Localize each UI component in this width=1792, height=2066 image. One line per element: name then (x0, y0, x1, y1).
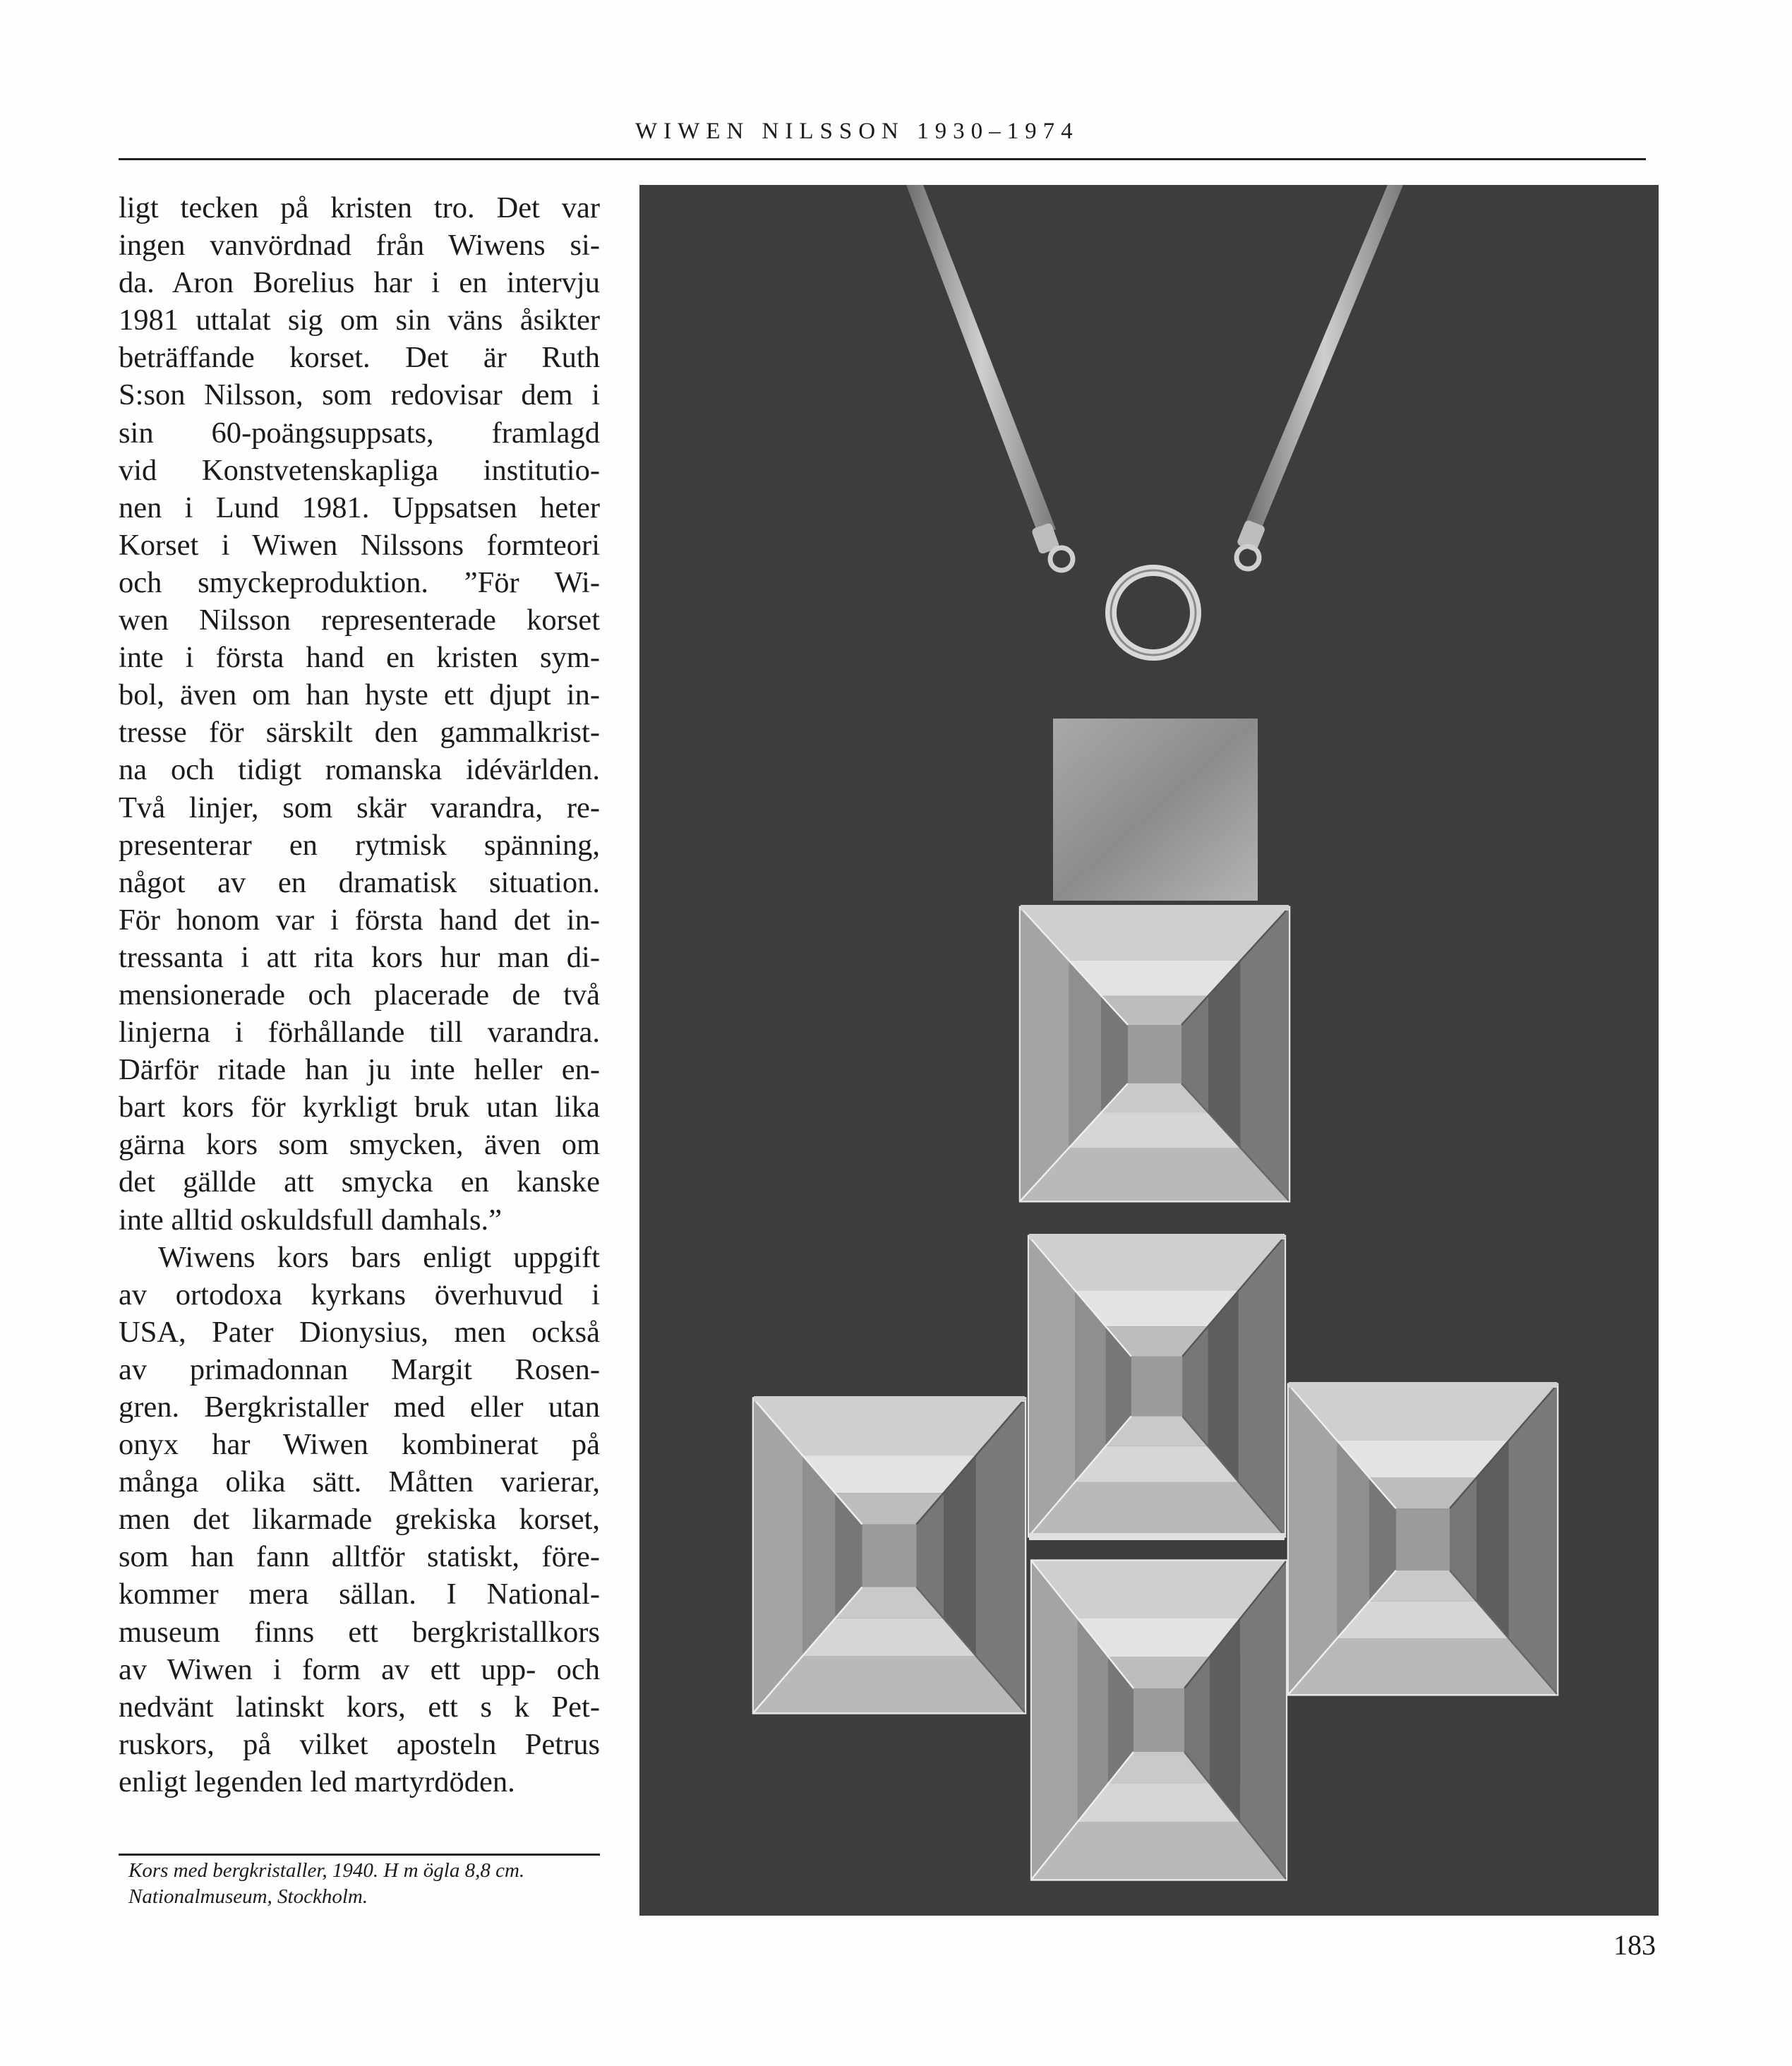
body-text-line: enligt legenden led martyrdöden. (119, 1765, 515, 1798)
body-text-line: tressanta i att rita kors hur man di- (119, 940, 600, 974)
header-rule (119, 158, 1646, 160)
body-text-line: som han fann alltför statiskt, före- (119, 1540, 600, 1574)
body-text-line: tresse för särskilt den gammalkrist- (119, 716, 600, 750)
cross-pendant-photo (639, 185, 1659, 1916)
body-text-line: många olika sätt. Måtten varierar, (119, 1465, 600, 1499)
crystal-right (1289, 1385, 1557, 1694)
body-text-line: och smyckeproduktion. ”För Wi- (119, 565, 600, 599)
caption-rule (119, 1854, 600, 1856)
body-text-line: 1981 uttalat sig om sin väns åsikter (119, 304, 600, 337)
body-text-line: onyx har Wiwen kombinerat på (119, 1428, 600, 1462)
body-text-line: men det likarmade grekiska korset, (119, 1503, 600, 1537)
caption-line-1: Kors med bergkristaller, 1940. H m ögla 8,8 cm. (128, 1859, 525, 1882)
body-text-line: För honom var i första hand det in- (119, 903, 600, 937)
body-text-line: nedvänt latinskt kors, ett s k Pet- (119, 1690, 600, 1724)
body-text-line: Wiwens kors bars enligt uppgift (158, 1240, 600, 1274)
crystal-center (1029, 1237, 1285, 1536)
body-text-line: linjerna i förhållande till varandra. (119, 1016, 600, 1050)
crystal-top (1021, 908, 1289, 1201)
cross-pendant-illustration (639, 185, 1659, 1916)
body-text-line: Två linjer, som skär varandra, re- (119, 791, 600, 824)
body-text-line: Därför ritade han ju inte heller en- (119, 1053, 600, 1087)
body-text-line: wen Nilsson representerade korset (119, 603, 600, 637)
body-text-line: inte i första hand en kristen sym- (119, 641, 600, 675)
crystal-left (754, 1399, 1025, 1712)
figure-caption (128, 1858, 608, 1910)
body-text-line: ruskors, på vilket aposteln Petrus (119, 1727, 600, 1761)
body-text-line: presenterar en rytmisk spänning, (119, 828, 600, 862)
body-text-line: museum finns ett bergkristallkors (119, 1615, 600, 1649)
body-text-line: beträffande korset. Det är Ruth (119, 341, 600, 375)
body-text-line: bart kors för kyrkligt bruk utan lika (119, 1091, 600, 1124)
body-text-line: något av en dramatisk situation. (119, 865, 600, 899)
body-text-line: nen i Lund 1981. Uppsatsen heter (119, 491, 600, 524)
body-text-line: Korset i Wiwen Nilssons formteori (119, 528, 600, 562)
body-text-line: kommer mera sällan. I National- (119, 1578, 600, 1611)
body-text-line: av primadonnan Margit Rosen- (119, 1352, 600, 1386)
body-text-line: bol, även om han hyste ett djupt in- (119, 678, 600, 712)
caption-line-2: Nationalmuseum, Stockholm. (128, 1885, 368, 1908)
body-text-column (119, 189, 600, 1801)
body-text-line: na och tidigt romanska idévärlden. (119, 753, 600, 787)
body-text-line: da. Aron Borelius har i en intervju (119, 266, 600, 300)
body-text-line: mensionerade och placerade de två (119, 978, 600, 1011)
body-text-line: S:son Nilsson, som redovisar dem i (119, 378, 600, 412)
body-text-line: ligt tecken på kristen tro. Det var (119, 191, 600, 224)
running-head: WIWEN NILSSON 1930–1974 (635, 119, 1079, 144)
crystal-bottom (1032, 1561, 1286, 1879)
page-number: 183 (1613, 1929, 1656, 1961)
bail (1053, 719, 1258, 901)
body-text-line: gren. Bergkristaller med eller utan (119, 1391, 600, 1424)
body-text-line: gärna kors som smycken, även om (119, 1128, 600, 1162)
body-text-line: sin 60-poängsuppsats, framlagd (119, 416, 600, 450)
body-text-line: inte alltid oskuldsfull damhals.” (119, 1203, 502, 1237)
body-text-line: vid Konstvetenskapliga institutio- (119, 453, 600, 487)
body-text-line: det gällde att smycka en kanske (119, 1165, 600, 1199)
body-text-line: av Wiwen i form av ett upp- och (119, 1652, 600, 1686)
body-text-line: av ortodoxa kyrkans överhuvud i (119, 1278, 600, 1311)
body-text-line: USA, Pater Dionysius, men också (119, 1315, 600, 1349)
body-text-line: ingen vanvördnad från Wiwens si- (119, 229, 600, 263)
